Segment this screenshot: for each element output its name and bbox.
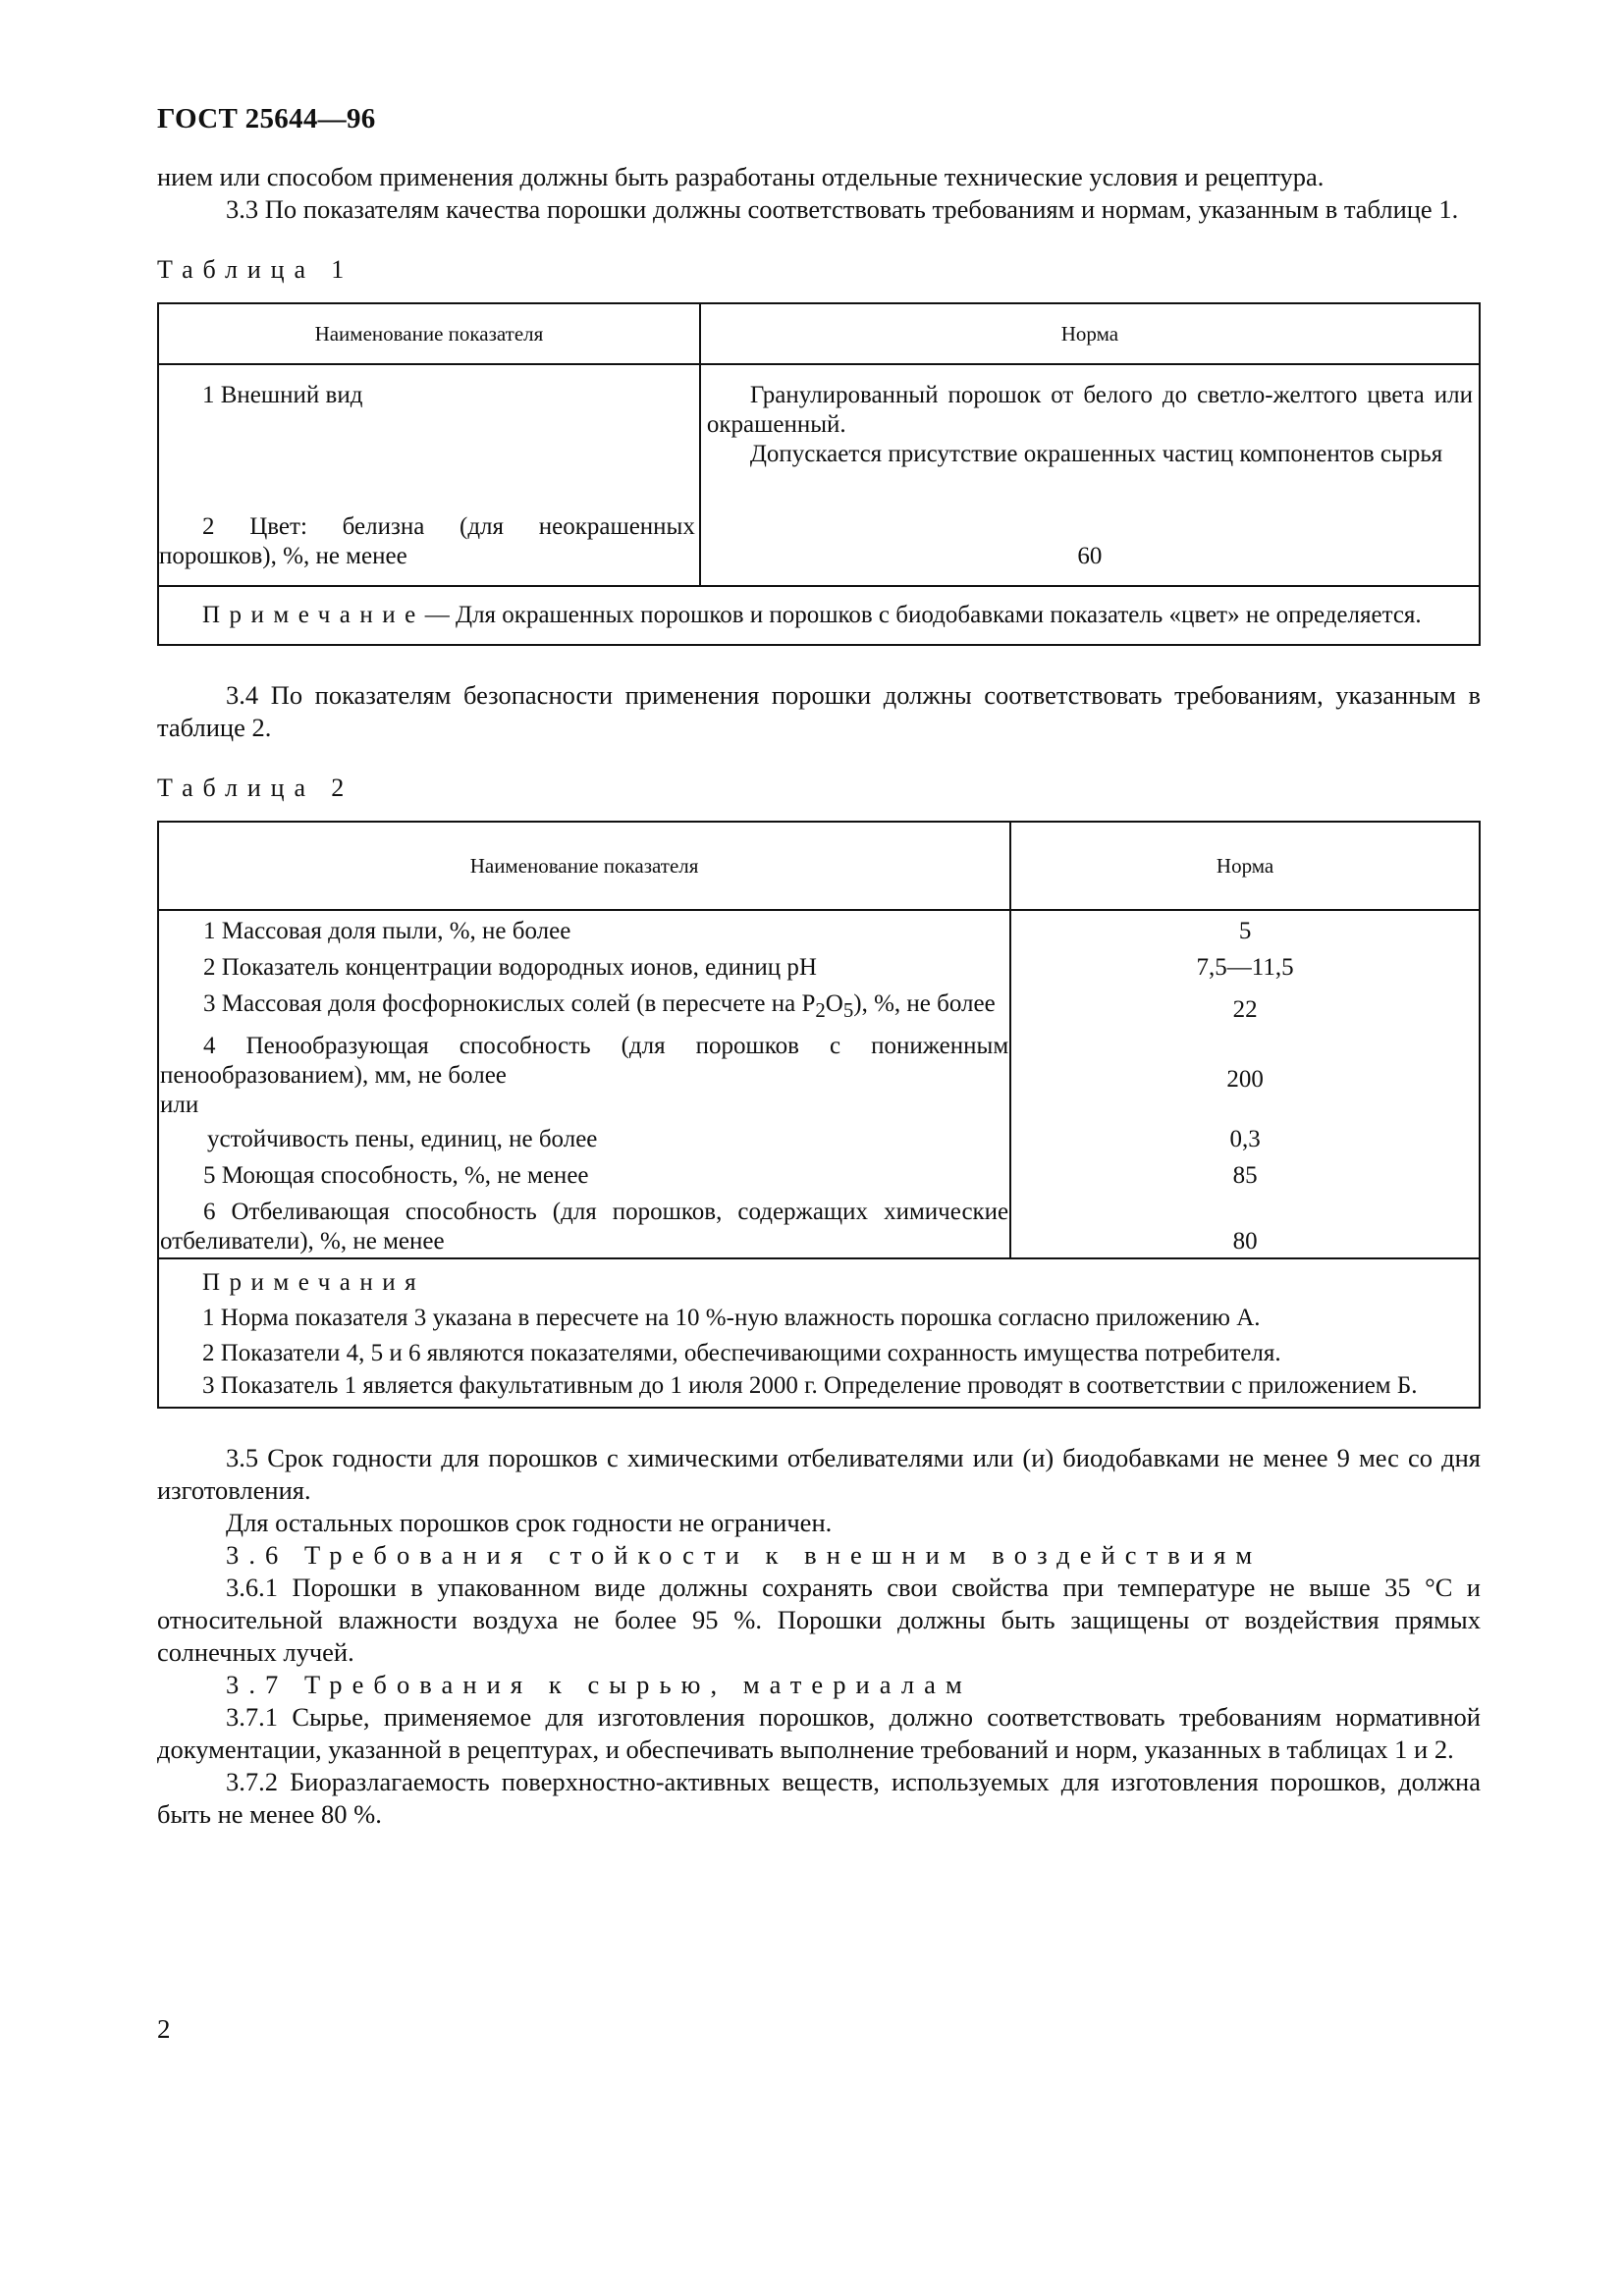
table2-r4b-val: 0,3 [1229,1126,1261,1152]
table1-note-text: — Для окрашенных порошков и порошков с биодобавками показатель «цвет» не определяется. [424,602,1422,628]
table1-note [158,586,1480,645]
table1-row1-name: 1 Внешний вид [158,364,700,512]
table-row [158,984,1480,1026]
r3-text-c: ), %, не более [853,990,996,1017]
paragraph-3-7-1: 3.7.1 Сырье, применяемое для изготовления порошков, должно соответствовать требованиям нормативной документации, указанной в рецептурах, и обеспечивать выполнение требований и норм, указанных в таблицах 1 и 2. [157,1702,1481,1764]
table2-r4b-name: устойчивость пены, единиц, не более [207,1126,598,1152]
intro-continuation: нием или способом применения должны быть разработаны отдельные технические условия и рецептура. [157,162,1325,191]
table2-r2-name: 2 Показатель концентрации водородных ионов, единиц pH [203,954,817,981]
table-row [158,1026,1480,1121]
table2-r1-name: 1 Массовая доля пыли, %, не более [203,918,571,944]
table2-r6-name: 6 Отбеливающая способность (для порошков, содержащих химические отбеливатели), %, не менее [160,1199,1009,1255]
heading-3-7: 3.7 Требования к сырью, материалам [226,1670,972,1699]
table-row [158,910,1480,947]
table1-row1-norm-b: Допускается присутствие окрашенных частиц компонентов сырья [749,441,1443,467]
document-header: ГОСТ 25644—96 [157,103,376,134]
page-number: 2 [157,2014,171,2044]
table1-row2-norm: 60 [1077,543,1103,569]
paragraph-3-4: 3.4 По показателям безопасности применения порошки должны соответствовать требованиям, указанным в таблице 2. [157,680,1481,742]
paragraph-3-7-2: 3.7.2 Биоразлагаемость поверхностно-активных веществ, используемых для изготовления порошков, должна быть не менее 80 %. [157,1767,1481,1829]
r3-text-a: 3 Массовая доля фосфорнокислых солей (в пересчете на P [203,990,816,1017]
paragraph-3-5: 3.5 Срок годности для порошков с химическими отбеливателями или (и) биодобавками не менее 9 мес со дня изготовления. [157,1443,1481,1505]
r3-sub-1: 2 [815,998,826,1022]
table2-r5-name: 5 Моющая способность, %, не менее [203,1162,589,1189]
table-row [158,1192,1480,1258]
table2-caption: Таблица 2 [157,774,354,802]
table1-note-label: Примечание [202,602,425,628]
table2-notes-label: Примечания [202,1269,426,1296]
table2-r3-name [160,989,1008,1025]
paragraph-3-6-1: 3.6.1 Порошки в упакованном виде должны сохранять свои свойства при температуре не выше 35 °С и относительной влажности воздуха не более 95 %. Порошки должны быть защищены от воздействия прямых солнечных лучей. [157,1573,1481,1667]
paragraph-3-5b: Для остальных порошков срок годности не ограничен. [226,1508,833,1537]
table2-r1-val: 5 [1238,918,1252,944]
table2-col-norm-header: Норма [1010,822,1480,910]
table2-r3-val: 22 [1232,996,1258,1023]
document-page [157,103,1481,1831]
table1-row2-name [158,512,700,586]
table-row [158,1155,1480,1192]
paragraph-3-3: 3.3 По показателям качества порошки должны соответствовать требованиям и нормам, указанным в таблице 1. [226,194,1459,224]
table-row [158,947,1480,984]
table2-r6-val: 80 [1232,1228,1258,1255]
table2-note-2: 2 Показатели 4, 5 и 6 являются показателями, обеспечивающими сохранность имущества потребителя. [202,1340,1281,1366]
table-row [158,1121,1480,1155]
table-2 [157,821,1481,1409]
table2-r4-or: или [160,1092,199,1118]
table2-notes [158,1258,1480,1408]
table1-row1-norm-a: Гранулированный порошок от белого до светло-желтого цвета или окрашенный. [706,382,1473,438]
table1-col-norm-header: Норма [700,303,1480,364]
table2-r4-val: 200 [1226,1066,1264,1093]
table-1 [157,302,1481,646]
table2-note-3: 3 Показатель 1 является факультативным до 1 июля 2000 г. Определение проводят в соответствии с приложением Б. [202,1372,1418,1399]
table1-row1-norm [700,364,1480,512]
table1-caption: Таблица 1 [157,255,354,284]
table1-col-name-header: Наименование показателя [158,303,700,364]
table1-row2-name-text: 2 Цвет: белизна (для неокрашенных порошков), %, не менее [159,513,695,569]
r3-sub-2: 5 [842,998,854,1022]
table2-note-1: 1 Норма показателя 3 указана в пересчете на 10 %-ную влажность порошка согласно приложению А. [202,1305,1261,1331]
table2-r5-val: 85 [1232,1162,1258,1189]
table2-col-name-header: Наименование показателя [158,822,1010,910]
heading-3-6: 3.6 Требования стойкости к внешним воздействиям [226,1540,1263,1570]
table2-r4-name: 4 Пенообразующая способность (для порошков с пониженным пенообразованием), мм, не более [160,1033,1009,1089]
r3-text-b: O [825,990,843,1017]
table2-r2-val: 7,5—11,5 [1196,954,1294,981]
